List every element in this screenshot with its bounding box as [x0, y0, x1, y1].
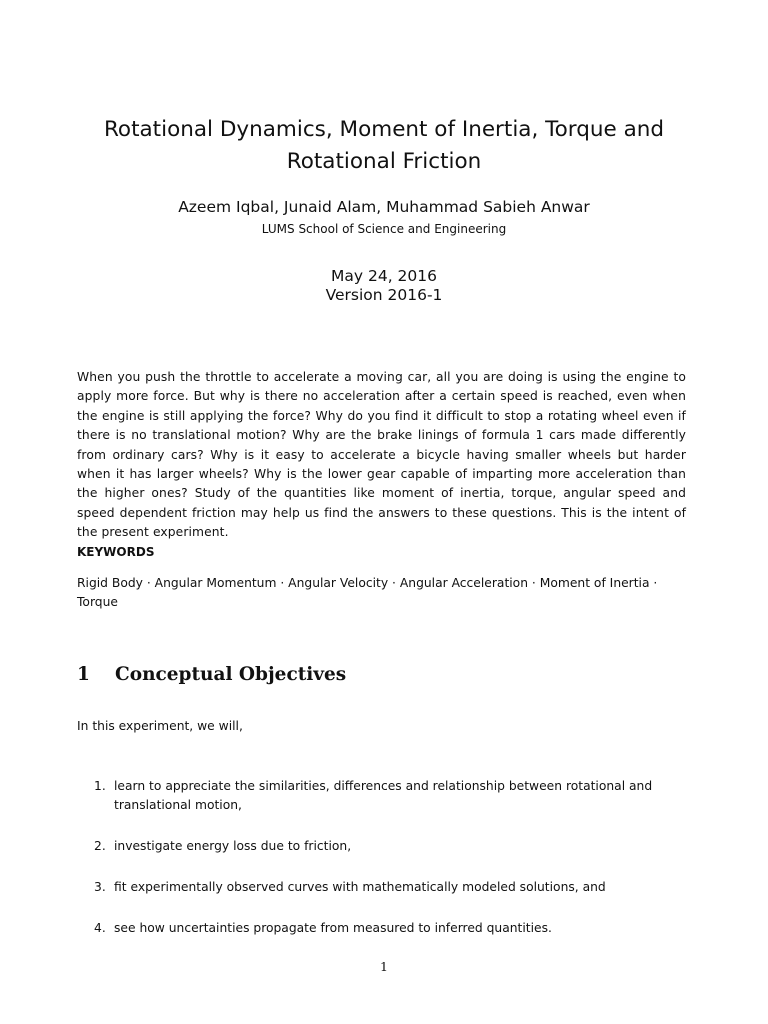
list-item-text: investigate energy loss due to friction, — [114, 839, 352, 853]
list-item — [94, 777, 688, 816]
list-item — [94, 837, 688, 856]
list-item — [94, 878, 688, 897]
page-number: 1 — [380, 959, 388, 974]
list-item-text: learn to appreciate the similarities, differences and relationship between rotational and translational motion, — [114, 779, 653, 813]
list-item — [94, 919, 688, 938]
list-marker: 1. — [94, 779, 106, 793]
list-marker: 3. — [94, 880, 106, 894]
list-marker: 4. — [94, 921, 106, 935]
abstract-paragraph: When you push the throttle to accelerate a moving car, all you are doing is using the engine to apply more force. But why is there no acceleration after a certain speed is reached, even when the engine is still applying the force? Why do you find it difficult to stop a rotating wheel even if there is no translational motion? Why are the brake linings of formula 1 cars made differently from ordinary cars? Why is it easy to accelerate a bicycle having smaller wheels but harder when it has larger wheels? Why is the lower gear capable of imparting more acceleration than the higher ones? Study of the quantities like moment of inertia, torque, angular speed and speed dependent friction may help us find the answers to these questions. This is the intent of the present experiment. — [77, 370, 686, 540]
list-item-text: fit experimentally observed curves with mathematically modeled solutions, and — [114, 880, 606, 894]
section-intro: In this experiment, we will, — [77, 719, 243, 733]
section-title: Conceptual Objectives — [115, 664, 347, 685]
section-number: 1 — [77, 664, 90, 685]
section-heading — [77, 663, 346, 687]
paper-title: Rotational Dynamics, Moment of Inertia, Torque and Rotational Friction — [103, 117, 665, 174]
author-list: Azeem Iqbal, Junaid Alam, Muhammad Sabieh Anwar — [178, 198, 590, 216]
affiliation: LUMS School of Science and Engineering — [261, 222, 507, 236]
keywords-list: Rigid Body · Angular Momentum · Angular Velocity · Angular Acceleration · Moment of Inertia · Torque — [77, 576, 658, 609]
keywords-heading: KEYWORDS — [77, 545, 155, 559]
version-label: Version 2016-1 — [325, 286, 443, 304]
list-marker: 2. — [94, 839, 106, 853]
publication-date: May 24, 2016 — [331, 267, 437, 285]
list-item-text: see how uncertainties propagate from measured to inferred quantities. — [114, 921, 552, 935]
